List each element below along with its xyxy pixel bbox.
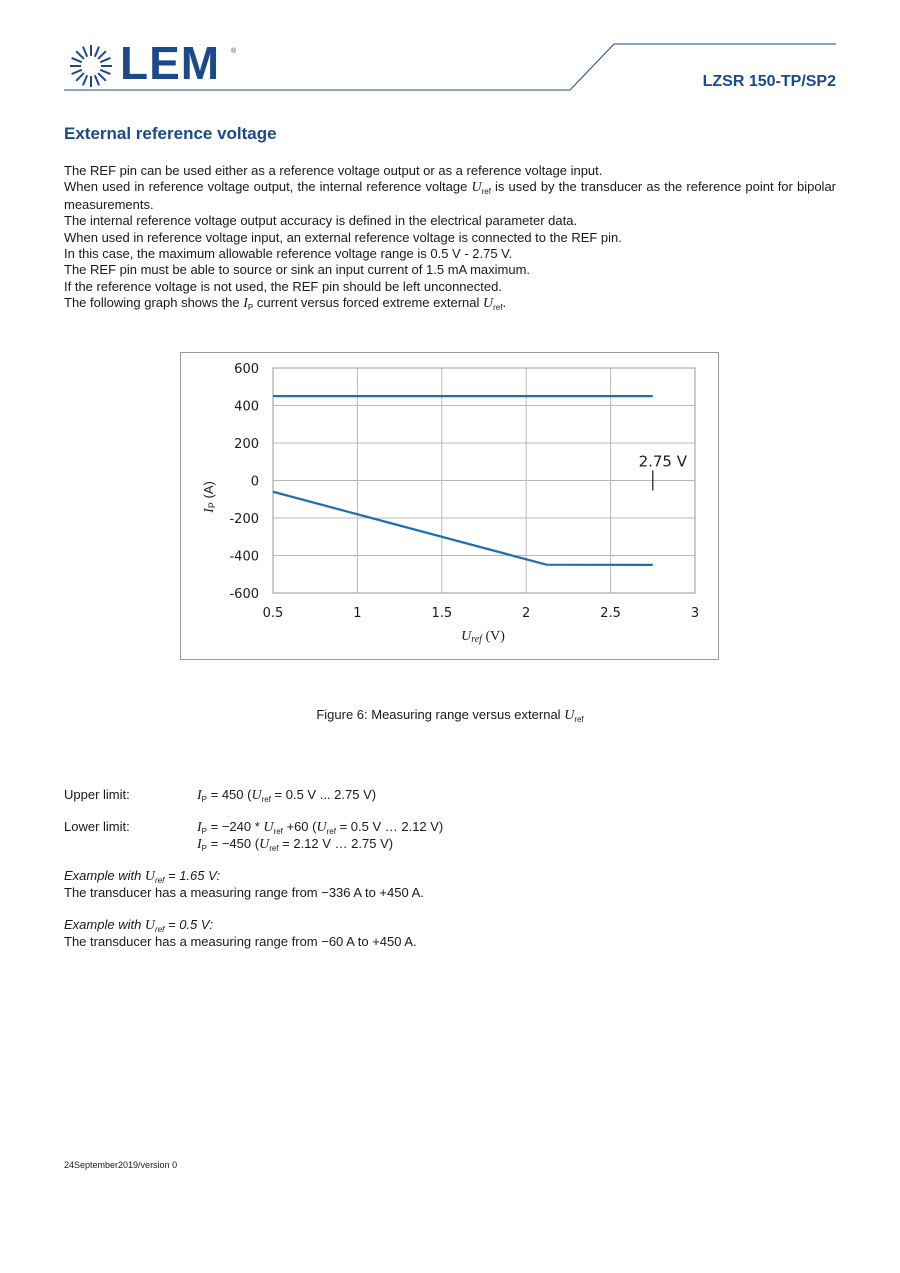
example-text: The transducer has a measuring range from −60 A to +450 A. [64, 934, 417, 950]
upper-limit-row [64, 787, 844, 803]
lower-limit-formula-1: $I_P = -240 * U_{ref} +60$ ($U_{ref} = 0.5$ V … 2.12 V) [197, 819, 444, 837]
paragraph: The internal reference voltage output accuracy is defined in the electrical parameter data. [64, 213, 578, 229]
example-2 [64, 917, 417, 951]
paragraph: The REF pin must be able to source or sink an input current of 1.5 mA maximum. [64, 262, 531, 278]
x-tick-label: 3 [690, 606, 700, 621]
example-heading: Example with $U_{ref} = 1.65$ V: [64, 868, 221, 885]
example-heading: Example with $U_{ref} = 0.5$ V: [64, 917, 213, 934]
x-tick-label: 0.5 [262, 606, 284, 621]
lower-limit-formula-2: $I_P = -450$ ($U_{ref} = 2.12$ V … 2.75 V) [197, 835, 394, 853]
product-code: LZSR 150-TP/SP2 [702, 73, 836, 90]
figure-caption: Figure 6: Measuring range versus external $U_{ref}$ [316, 707, 584, 724]
logo-registered-mark: ® [231, 48, 237, 55]
example-1 [64, 868, 424, 902]
x-axis-label: Uref (V) [461, 629, 505, 645]
paragraph: The following graph shows the $I_P$ current versus forced extreme external $U_{ref}$. [64, 295, 507, 313]
lower-limit-row-2 [64, 836, 844, 852]
lem-logo-text: LEM [120, 37, 221, 89]
paragraph: The REF pin can be used either as a reference voltage output or as a reference voltage input. [64, 163, 603, 178]
y-tick-label: -600 [229, 587, 259, 602]
y-axis-label: IP (A) [201, 481, 217, 513]
y-tick-label: -200 [229, 512, 259, 527]
paragraph: When used in reference voltage output, the internal reference voltage $U_{ref}$ is used by the transducer as the reference point for bipolar measurements. [64, 179, 837, 212]
x-tick-label: 2.5 [600, 606, 621, 621]
x-tick-label: 1.5 [431, 606, 453, 621]
x-tick-label: 1 [353, 606, 362, 621]
x-tick-label: 2 [522, 606, 531, 621]
limits-block [64, 787, 844, 852]
y-tick-label: 600 [234, 362, 259, 377]
section-title: External reference voltage [64, 124, 277, 143]
paragraph: If the reference voltage is not used, the REF pin should be left unconnected. [64, 278, 502, 294]
upper-limit-formula: $I_P = 450$ ($U_{ref} = 0.5$ V ... 2.75 V) [197, 787, 377, 804]
paragraph: In this case, the maximum allowable reference voltage range is 0.5 V - 2.75 V. [64, 246, 513, 262]
y-tick-label: 0 [250, 474, 259, 490]
y-tick-label: 200 [234, 437, 259, 452]
paragraph: When used in reference voltage input, an external reference voltage is connected to the REF pin. [64, 229, 622, 245]
annotation-label: 2.75 V [638, 452, 688, 471]
footer-date-version: 24September2019/version 0 [64, 1160, 178, 1170]
lower-limit-label: Lower limit: [64, 819, 130, 835]
example-text: The transducer has a measuring range from −336 A to +450 A. [64, 885, 424, 901]
y-tick-label: -400 [229, 549, 259, 565]
lower-limit-row [64, 819, 844, 835]
upper-limit-label: Upper limit: [64, 787, 130, 802]
y-tick-label: 400 [234, 399, 259, 415]
